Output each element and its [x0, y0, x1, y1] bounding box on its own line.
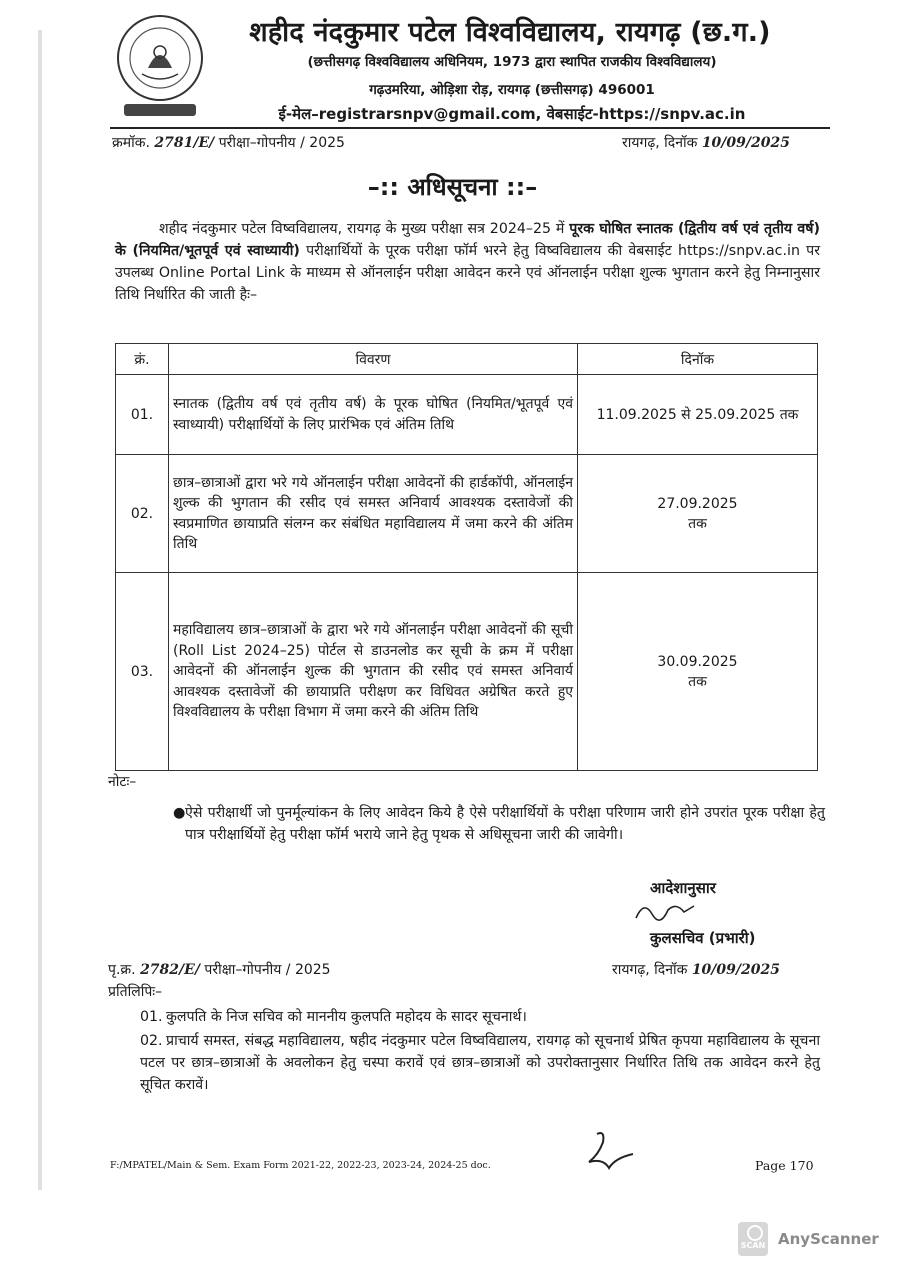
- reference-suffix: परीक्षा–गोपनीय / 2025: [218, 135, 345, 151]
- row-date-value: 27.09.2025: [657, 495, 738, 512]
- row-description: महाविद्यालय छात्र–छात्राओं के द्वारा भरे गये ऑनलाईन परीक्षा आवेदनों की सूची (Roll List 2024–25) पोर्टल से डाउनलोड कर सूची के क्रम में परीक्षा आवेदनों की ऑनलाईन शुल्क की भुगतान की रसीद एवं समस्त अनिवार्य आवश्यक दस्तावेजों की छायाप्रति परीक्षण कर विधिवत अग्रेषित करते हुए विश्वविद्यालय के परीक्षा विभाग में जमा करने की अंतिम तिथि: [169, 573, 578, 771]
- row-number: 01.: [116, 375, 169, 455]
- row-date: [578, 455, 818, 573]
- scanner-app-name: AnyScanner: [778, 1230, 879, 1248]
- copy-item-text: प्राचार्य समस्त, संबद्ध महाविद्यालय, षहीद नंदकुमार पटेल विष्वविद्यालय, रायगढ़ को सूचनार्थ प्रेषित कृपया महाविद्यालय के सूचना पटल पर छात्र–छात्राओं के अवलोकन हेतु चस्पा करावें एवं छात्र–छात्राओं को उपरोक्तानुसार निर्धारित तिथि तक आवेदन करने हेतु सूचित करावें।: [140, 1033, 820, 1093]
- table-row: [116, 455, 818, 573]
- row-date-suffix: तक: [688, 515, 707, 532]
- note-label: नोटः–: [108, 774, 137, 790]
- row-date: [578, 375, 818, 455]
- copy-reference-handwritten-number: 2782: [140, 962, 180, 978]
- header-no: क्रं.: [116, 344, 169, 375]
- initial-signature-icon: [575, 1128, 640, 1178]
- university-contact: ई-मेल–registrarsnpv@gmail.com, वेबसाईट-https://snpv.ac.in: [278, 105, 746, 123]
- list-item: [140, 1006, 820, 1028]
- university-address: गढ़उमरिया, ओड़िशा रोड़, रायगढ़ (छत्तीसगढ़) 496001: [369, 82, 655, 98]
- copy-reference-number: [108, 960, 331, 979]
- reference-handwritten-number: 2781: [154, 135, 194, 151]
- row-description: छात्र–छात्राओं द्वारा भरे गये ऑनलाईन परीक्षा आवेदनों की हार्डकॉपी, ऑनलाईन शुल्क की भुगतान की रसीद एवं समस्त अनिवार्य आवश्यक दस्तावेजों की स्वप्रमाणित छायाप्रति संलग्न कर संबंधित महाविद्यालय में जमा करने की अंतिम तिथि: [169, 455, 578, 573]
- row-date-suffix: तक: [688, 673, 707, 690]
- university-act-line: (छत्तीसगढ़ विश्वविद्यालय अधिनियम, 1973 द्वारा स्थापित राजकीय विश्वविद्यालय): [307, 54, 717, 70]
- copies-label: प्रतिलिपिः–: [108, 984, 163, 1000]
- reference-prefix: क्रमॉक.: [112, 135, 150, 151]
- bullet-icon: ●: [173, 805, 186, 821]
- row-date: [578, 573, 818, 771]
- registrar-signature-icon: [632, 896, 702, 926]
- copy-reference-handwritten-date: 10/09/2025: [691, 962, 780, 978]
- reference-code: /E/: [193, 135, 215, 151]
- row-number: 02.: [116, 455, 169, 573]
- reference-number: [112, 133, 345, 152]
- note-text: ऐसे परीक्षार्थी जो पुनर्मूल्यांकन के लिए आवेदन किये है ऐसे परीक्षार्थियों के परीक्षा परिणाम जारी होने उपरांत पूरक परीक्षा हेतु पात्र परीक्षार्थियों हेतु परीक्षा फॉर्म भराये जाने हेतु पृथक से अधिसूचना जारी की जावेगी।: [185, 805, 825, 843]
- note-item: [173, 802, 825, 846]
- body-text-rest: परीक्षार्थियों के पूरक परीक्षा फॉर्म भरने हेतु विष्वविद्यालय की वेबसाईट https://snpv.ac.in पर उपलब्ध Online Portal Link के माध्यम से ऑनलाईन परीक्षा आवेदन करने एवं ऑनलाईन परीक्षा शुल्क भुगतान करने हेतु निम्नानुसार तिथि निर्धारित की जाती हैः–: [115, 243, 820, 303]
- university-name: शहीद नंदकुमार पटेल विश्वविद्यालय, रायगढ़ (छ.ग.): [249, 17, 771, 48]
- row-description: स्नातक (द्वितीय वर्ष एवं तृतीय वर्ष) के पूरक घोषित (नियमित/भूतपूर्व एवं स्वाध्यायी) परीक्षार्थियों के लिए प्रारंभिक एवं अंतिम तिथि: [169, 375, 578, 455]
- row-number: 03.: [116, 573, 169, 771]
- notice-title: –:: अधिसूचना ::–: [367, 173, 538, 201]
- copy-reference-date-label: रायगढ़, दिनॉक: [612, 962, 688, 978]
- table-header-row: [116, 344, 818, 375]
- row-date-value: 30.09.2025: [657, 653, 738, 670]
- reference-handwritten-date: 10/09/2025: [701, 135, 790, 151]
- header-divider: [110, 127, 830, 129]
- file-path-footer: F:/MPATEL/Main & Sem. Exam Form 2021-22, 2022-23, 2023-24, 2024-25 doc.: [110, 1160, 491, 1171]
- table-row: [116, 573, 818, 771]
- list-item: [140, 1030, 820, 1096]
- order-label: आदेशानुसार: [650, 879, 716, 897]
- copy-reference-prefix: पृ.क्र.: [108, 962, 136, 978]
- copy-reference-suffix: परीक्षा–गोपनीय / 2025: [204, 962, 331, 978]
- copy-item-number: 02.: [140, 1033, 163, 1049]
- body-text-intro: शहीद नंदकुमार पटेल विष्वविद्यालय, रायगढ़ के मुख्य परीक्षा सत्र 2024–25 में: [159, 221, 570, 237]
- reference-date: [622, 133, 790, 152]
- row-date-value: 11.09.2025 से 25.09.2025 तक: [596, 406, 799, 423]
- notice-body: [115, 218, 820, 306]
- copy-item-number: 01.: [140, 1009, 163, 1025]
- copy-reference-date: [612, 960, 780, 979]
- scanner-icon-label: SCAN: [740, 1241, 766, 1250]
- copy-reference-code: /E/: [179, 962, 200, 978]
- copy-item-text: कुलपति के निज सचिव को माननीय कुलपति महोदय के सादर सूचनार्थ।: [166, 1009, 527, 1025]
- scanner-watermark: [738, 1222, 878, 1258]
- scanner-lens-icon: [747, 1225, 763, 1241]
- scan-edge-shadow: [38, 30, 42, 1190]
- header-description: विवरण: [169, 344, 578, 375]
- scanner-logo-icon: [738, 1222, 768, 1256]
- university-seal-icon: [112, 12, 208, 120]
- body-text-bold: पूरक घोषित स्नातक (द्वितीय वर्ष एवं तृतीय वर्ष) के (नियमित/भूतपूर्व एवं स्वाध्यायी): [115, 221, 820, 259]
- table-row: [116, 375, 818, 455]
- reference-date-label: रायगढ़, दिनॉक: [622, 135, 698, 151]
- schedule-table: [115, 343, 818, 771]
- page-number: Page 170: [755, 1158, 814, 1173]
- registrar-title: कुलसचिव (प्रभारी): [650, 929, 756, 947]
- header-date: दिनॉक: [578, 344, 818, 375]
